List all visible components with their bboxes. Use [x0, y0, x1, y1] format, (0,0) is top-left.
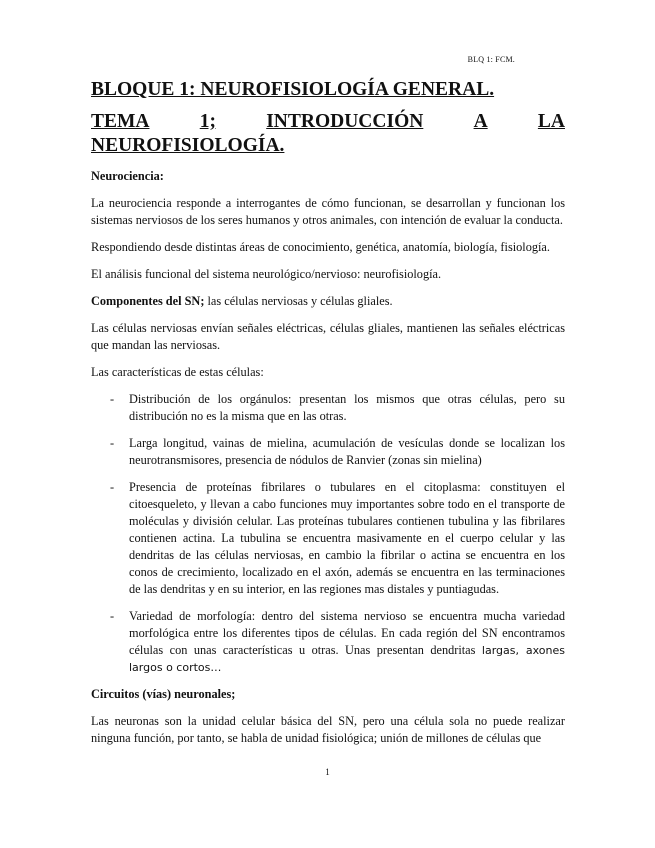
list-item: - Larga longitud, vainas de mielina, acumulación de vesículas donde se localizan los neurotransmisores, presencia de nódulos de Ranvier (zonas sin mielina) [110, 436, 565, 467]
paragraph: Respondiendo desde distintas áreas de conocimiento, genética, anatomía, biología, fisiología. [91, 240, 550, 254]
paragraph: Las características de estas células: [91, 365, 264, 379]
paragraph-componentes [91, 293, 565, 310]
paragraph: La neurociencia responde a interrogantes de cómo funcionan, se desarrollan y funcionan los sistemas nerviosos de los seres humanos y otros animales, con intención de evaluar la conducta. [91, 196, 565, 227]
componentes-heading: Componentes del SN; [91, 294, 205, 308]
heading-neurociencia: Neurociencia: [91, 169, 164, 183]
paragraph: Las células nerviosas envían señales eléctricas, células gliales, mantienen las señales eléctricas que mandan las nerviosas. [91, 321, 565, 352]
componentes-text: las células nerviosas y células gliales. [204, 294, 393, 308]
topic-title-line-2: NEUROFISIOLOGÍA. [91, 135, 285, 156]
list-item: - Variedad de morfología: dentro del sistema nervioso se encuentra mucha variedad morfológica entre los diferentes tipos de células. En cada región del SN encontramos células con unas características u otras. Unas presentan dendritas largas, axones largos o cortos… [110, 609, 566, 674]
dash-bullet: - [110, 392, 115, 406]
topic-title [91, 110, 565, 158]
dash-bullet: - [110, 436, 115, 450]
paragraph: Las neuronas son la unidad celular básica del SN, pero una célula sola no puede realizar ninguna función, por tanto, se habla de unidad fisiológica; unión de millones de células que [91, 714, 565, 745]
list-item: - Distribución de los orgánulos: presentan los mismos que otras células, pero su distribución no es la misma que en las otras. [110, 392, 565, 423]
characteristics-list [91, 391, 565, 676]
dash-bullet: - [110, 480, 115, 494]
list-item-tail: largas, axones largos o cortos… [129, 644, 566, 674]
page-number: 1 [325, 767, 330, 777]
page-content [91, 78, 565, 747]
heading-circuitos: Circuitos (vías) neuronales; [91, 687, 236, 701]
list-item: - Presencia de proteínas fibrilares o tubulares en el citoplasma: constituyen el citoesqueleto, y llevan a cabo funciones muy importantes sobre todo en el transporte de moléculas y división celular. Las proteínas tubulares contienen tubulina y las fibrilares contienen actina. La tubulina se encuentra masivamente en el cuerpo celular y las dendritas de las células nerviosas, en cambio la fibrilar o actina se encuentra en los conos de crecimiento, localizado en el axón, además se encuentra en las terminaciones de las dendritas y en su interior, en las regiones mas distales y puntiagudas. [110, 480, 565, 596]
topic-title-line-1: TEMA 1; INTRODUCCIÓN A LA [91, 111, 565, 132]
dash-bullet: - [110, 609, 115, 623]
paragraph: El análisis funcional del sistema neurológico/nervioso: neurofisiología. [91, 267, 442, 281]
page-header: BLQ 1: FCM. [467, 55, 515, 64]
block-title: BLOQUE 1: NEUROFISIOLOGÍA GENERAL. [91, 79, 495, 100]
